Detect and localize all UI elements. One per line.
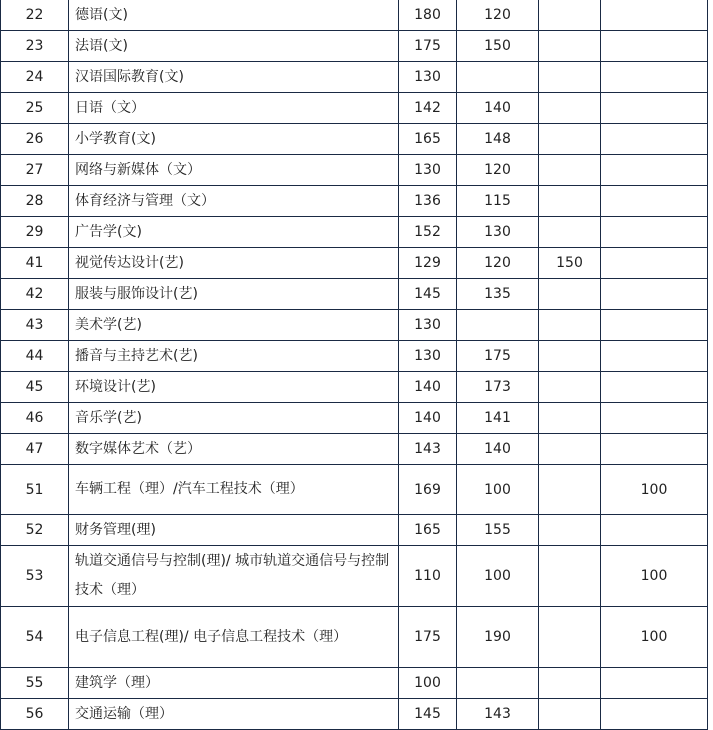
score-col-3-cell [539, 434, 601, 465]
score-col-1-cell: 130 [399, 341, 457, 372]
score-col-3-cell [539, 403, 601, 434]
row-number-cell: 28 [1, 186, 69, 217]
score-col-4-cell [601, 124, 708, 155]
score-col-3-cell [539, 310, 601, 341]
major-name-cell: 数字媒体艺术（艺） [69, 434, 399, 465]
score-col-4-cell [601, 279, 708, 310]
score-col-2-cell: 135 [457, 279, 539, 310]
score-col-3-cell [539, 93, 601, 124]
score-col-4-cell [601, 186, 708, 217]
score-col-3-cell [539, 279, 601, 310]
table-row [1, 0, 708, 31]
table-row [1, 155, 708, 186]
row-number-cell: 29 [1, 217, 69, 248]
score-col-4-cell [601, 93, 708, 124]
table-row [1, 515, 708, 546]
table-row [1, 546, 708, 607]
score-col-3-cell [539, 124, 601, 155]
row-number-cell: 22 [1, 0, 69, 31]
score-col-4-cell: 100 [601, 607, 708, 668]
score-col-2-cell: 190 [457, 607, 539, 668]
row-number-cell: 54 [1, 607, 69, 668]
major-name-cell: 日语（文） [69, 93, 399, 124]
score-col-2-cell: 120 [457, 248, 539, 279]
row-number-cell: 24 [1, 62, 69, 93]
major-name-cell: 环境设计(艺) [69, 372, 399, 403]
row-number-cell: 44 [1, 341, 69, 372]
row-number-cell: 25 [1, 93, 69, 124]
score-col-2-cell: 150 [457, 31, 539, 62]
table-row [1, 217, 708, 248]
score-col-2-cell: 141 [457, 403, 539, 434]
score-col-4-cell [601, 403, 708, 434]
score-col-2-cell: 120 [457, 155, 539, 186]
row-number-cell: 51 [1, 465, 69, 515]
row-number-cell: 55 [1, 668, 69, 699]
major-name-cell: 德语(文) [69, 0, 399, 31]
major-name-cell: 法语(文) [69, 31, 399, 62]
score-col-4-cell [601, 668, 708, 699]
major-name-cell: 网络与新媒体（文） [69, 155, 399, 186]
score-col-3-cell [539, 62, 601, 93]
score-col-2-cell: 140 [457, 434, 539, 465]
score-col-1-cell: 165 [399, 515, 457, 546]
score-col-3-cell: 150 [539, 248, 601, 279]
score-col-2-cell: 100 [457, 546, 539, 607]
score-col-1-cell: 143 [399, 434, 457, 465]
score-col-4-cell [601, 341, 708, 372]
score-col-1-cell: 175 [399, 31, 457, 62]
score-col-3-cell [539, 341, 601, 372]
major-name-cell: 财务管理(理) [69, 515, 399, 546]
major-name-cell: 交通运输（理） [69, 699, 399, 730]
score-col-1-cell: 130 [399, 310, 457, 341]
score-col-3-cell [539, 607, 601, 668]
score-col-4-cell: 100 [601, 465, 708, 515]
major-name-cell: 轨道交通信号与控制(理)/ 城市轨道交通信号与控制技术（理） [69, 546, 399, 607]
major-name-cell: 广告学(文) [69, 217, 399, 248]
score-col-2-cell: 140 [457, 93, 539, 124]
table-row [1, 248, 708, 279]
table-row [1, 699, 708, 730]
major-name-cell: 音乐学(艺) [69, 403, 399, 434]
score-col-1-cell: 145 [399, 699, 457, 730]
row-number-cell: 56 [1, 699, 69, 730]
score-col-1-cell: 152 [399, 217, 457, 248]
score-col-3-cell [539, 217, 601, 248]
major-name-cell: 美术学(艺) [69, 310, 399, 341]
score-col-1-cell: 140 [399, 403, 457, 434]
score-col-4-cell [601, 155, 708, 186]
score-col-4-cell [601, 31, 708, 62]
major-name-cell: 视觉传达设计(艺) [69, 248, 399, 279]
major-name-cell: 播音与主持艺术(艺) [69, 341, 399, 372]
table-row [1, 372, 708, 403]
major-name-cell: 电子信息工程(理)/ 电子信息工程技术（理） [69, 607, 399, 668]
score-col-2-cell: 173 [457, 372, 539, 403]
major-name-cell: 体育经济与管理（文） [69, 186, 399, 217]
score-col-2-cell: 175 [457, 341, 539, 372]
score-col-3-cell [539, 372, 601, 403]
major-name-cell: 建筑学（理） [69, 668, 399, 699]
score-col-4-cell [601, 310, 708, 341]
score-col-3-cell [539, 0, 601, 31]
score-col-2-cell: 148 [457, 124, 539, 155]
score-col-2-cell [457, 62, 539, 93]
table-row [1, 341, 708, 372]
score-col-1-cell: 169 [399, 465, 457, 515]
row-number-cell: 42 [1, 279, 69, 310]
score-col-2-cell: 100 [457, 465, 539, 515]
score-col-3-cell [539, 515, 601, 546]
score-col-4-cell: 100 [601, 546, 708, 607]
score-col-1-cell: 130 [399, 155, 457, 186]
row-number-cell: 27 [1, 155, 69, 186]
score-col-1-cell: 136 [399, 186, 457, 217]
score-col-1-cell: 165 [399, 124, 457, 155]
score-col-4-cell [601, 0, 708, 31]
score-col-2-cell [457, 668, 539, 699]
table-row [1, 607, 708, 668]
row-number-cell: 47 [1, 434, 69, 465]
score-col-4-cell [601, 699, 708, 730]
score-col-1-cell: 175 [399, 607, 457, 668]
row-number-cell: 41 [1, 248, 69, 279]
score-col-4-cell [601, 434, 708, 465]
table-row [1, 124, 708, 155]
score-col-4-cell [601, 62, 708, 93]
score-col-3-cell [539, 546, 601, 607]
table-row [1, 62, 708, 93]
score-col-2-cell: 115 [457, 186, 539, 217]
row-number-cell: 45 [1, 372, 69, 403]
score-col-1-cell: 140 [399, 372, 457, 403]
table-row [1, 465, 708, 515]
table-row [1, 403, 708, 434]
row-number-cell: 43 [1, 310, 69, 341]
score-col-4-cell [601, 515, 708, 546]
score-col-1-cell: 110 [399, 546, 457, 607]
score-col-3-cell [539, 465, 601, 515]
major-name-cell: 车辆工程（理）/汽车工程技术（理） [69, 465, 399, 515]
score-col-2-cell: 130 [457, 217, 539, 248]
table-row [1, 310, 708, 341]
score-col-3-cell [539, 155, 601, 186]
score-col-1-cell: 142 [399, 93, 457, 124]
table-row [1, 93, 708, 124]
score-col-2-cell: 155 [457, 515, 539, 546]
score-col-2-cell [457, 310, 539, 341]
score-col-3-cell [539, 186, 601, 217]
table-body [1, 0, 708, 730]
major-name-cell: 小学教育(文) [69, 124, 399, 155]
score-col-2-cell: 120 [457, 0, 539, 31]
table-row [1, 31, 708, 62]
score-col-3-cell [539, 668, 601, 699]
score-col-1-cell: 145 [399, 279, 457, 310]
row-number-cell: 52 [1, 515, 69, 546]
row-number-cell: 46 [1, 403, 69, 434]
table-row [1, 279, 708, 310]
row-number-cell: 53 [1, 546, 69, 607]
score-col-4-cell [601, 372, 708, 403]
score-col-1-cell: 100 [399, 668, 457, 699]
table-row [1, 434, 708, 465]
score-col-3-cell [539, 31, 601, 62]
score-col-1-cell: 129 [399, 248, 457, 279]
score-col-1-cell: 130 [399, 62, 457, 93]
score-col-1-cell: 180 [399, 0, 457, 31]
row-number-cell: 26 [1, 124, 69, 155]
major-name-cell: 汉语国际教育(文) [69, 62, 399, 93]
score-col-4-cell [601, 248, 708, 279]
table-row [1, 668, 708, 699]
row-number-cell: 23 [1, 31, 69, 62]
score-col-2-cell: 143 [457, 699, 539, 730]
score-col-3-cell [539, 699, 601, 730]
table-row [1, 186, 708, 217]
score-col-4-cell [601, 217, 708, 248]
major-name-cell: 服装与服饰设计(艺) [69, 279, 399, 310]
